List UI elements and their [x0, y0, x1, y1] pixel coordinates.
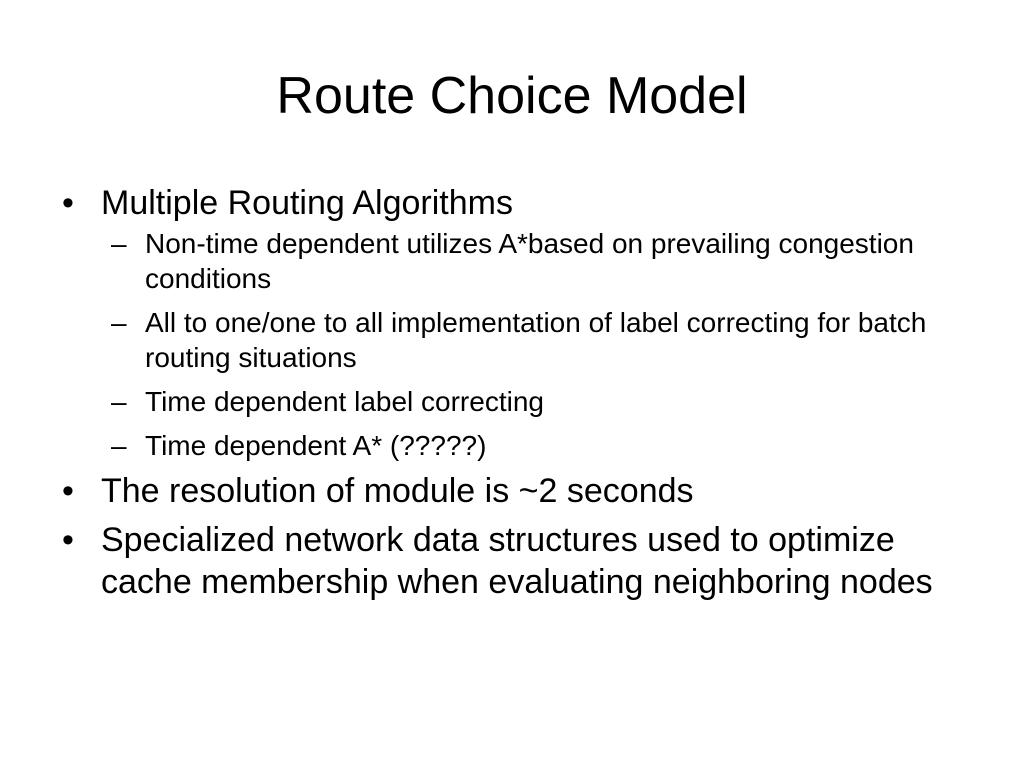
- sub-bullet-text: Non-time dependent utilizes A*based on prevailing congestion conditions: [145, 228, 914, 294]
- sub-bullet-text: All to one/one to all implementation of label correcting for batch routing situations: [145, 307, 927, 373]
- bullet-item: [58, 519, 958, 603]
- sub-bullet-text: Time dependent A* (?????): [145, 430, 487, 461]
- bullet-list: [58, 182, 958, 610]
- bullet-icon: •: [62, 472, 74, 510]
- slide-title: Route Choice Model: [276, 67, 748, 125]
- sub-bullet-text: Time dependent label correcting: [145, 386, 544, 417]
- bullet-item: [58, 470, 958, 512]
- sub-bullet-item: [101, 384, 958, 419]
- dash-icon: –: [111, 228, 127, 259]
- bullet-icon: •: [62, 521, 74, 559]
- bullet-icon: •: [62, 184, 74, 222]
- bullet-text: Multiple Routing Algorithms: [101, 184, 513, 222]
- sub-bullet-item: [101, 305, 958, 375]
- bullet-item: [58, 182, 958, 463]
- dash-icon: –: [111, 307, 127, 338]
- dash-icon: –: [111, 430, 127, 461]
- dash-icon: –: [111, 386, 127, 417]
- sub-bullet-item: [101, 226, 958, 296]
- bullet-text: Specialized network data structures used to optimize cache membership when evaluating neighboring nodes: [101, 521, 933, 601]
- sub-bullet-item: [101, 428, 958, 463]
- sub-bullet-list: [101, 226, 958, 463]
- bullet-text: The resolution of module is ~2 seconds: [101, 472, 694, 510]
